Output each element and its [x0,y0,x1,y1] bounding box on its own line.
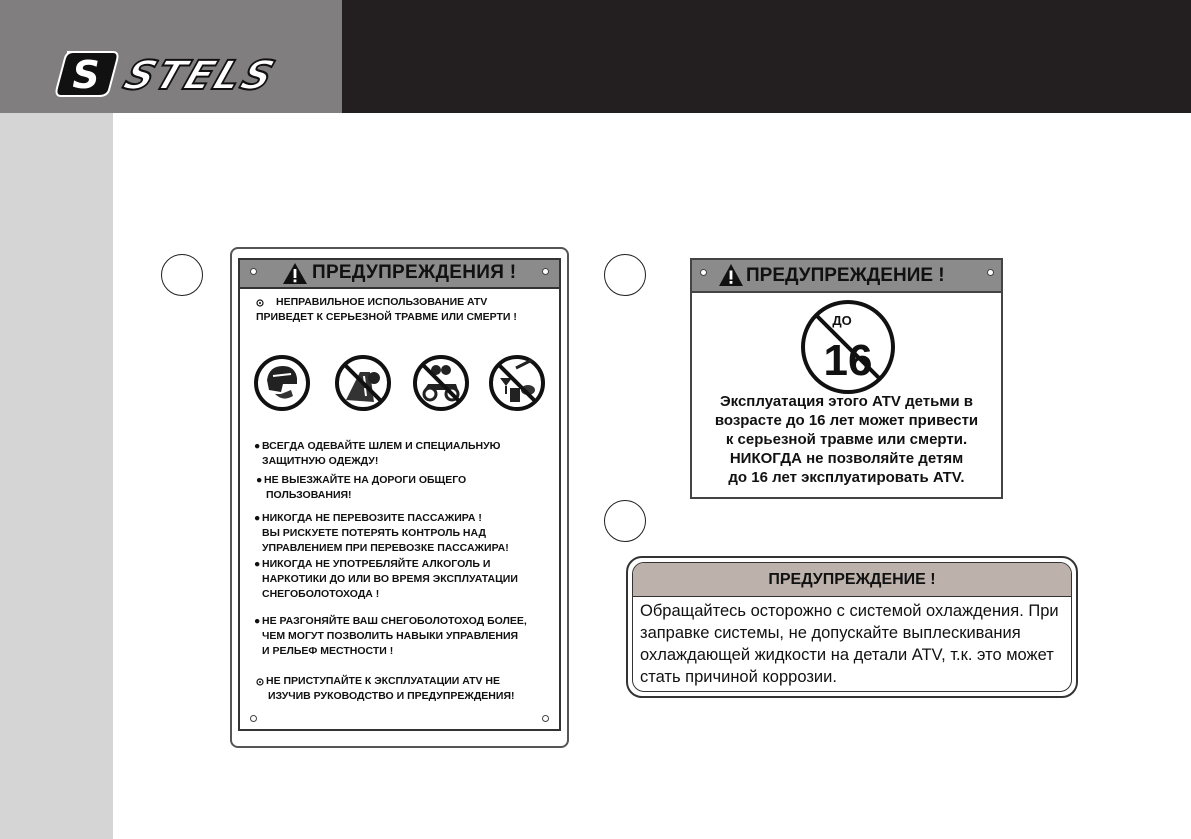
warning-label-2 [690,258,1003,499]
warning-label-1-frame [238,258,561,731]
label-1-bullet-line: ВЫ РИСКУЕТЕ ПОТЕРЯТЬ КОНТРОЛЬ НАД [262,527,486,539]
label-1-bullet-dot: ● [254,440,261,452]
logo-letter: S [72,53,100,97]
mount-hole [987,269,994,276]
label-1-bullet-line: НИКОГДА НЕ УПОТРЕБЛЯЙТЕ АЛКОГОЛЬ И [262,558,491,570]
label-1-bullet-line: НЕ ПРИСТУПАЙТЕ К ЭКСПЛУАТАЦИИ ATV НЕ [266,675,500,687]
warning-triangle-icon [718,263,744,287]
mount-hole [250,268,257,275]
label-1-bullet-line: ЧЕМ МОГУТ ПОЗВОЛИТЬ НАВЫКИ УПРАВЛЕНИЯ [262,630,519,642]
label-3-line: Обращайтесь осторожно с системой охлаждения. При [640,602,1059,620]
age-number: 16 [823,336,873,385]
label-1-title: ПРЕДУПРЕЖДЕНИЯ ! [312,262,517,283]
label-3-line: охлаждающей жидкости на детали ATV, т.к. это может [640,646,1054,664]
no-passenger-icon [412,354,470,412]
mount-hole [542,268,549,275]
target-bullet-icon [256,678,264,686]
stels-logo-icon [55,50,121,98]
label-2-line: до 16 лет эксплуатировать ATV. [728,469,965,486]
label-3-line: заправке системы, не допускайте выплескивания [640,624,1021,642]
no-under-16-icon [800,299,896,395]
warning-label-3-frame [632,562,1072,692]
target-bullet-icon [256,299,264,307]
label-1-bullet-line: И РЕЛЬЕФ МЕСТНОСТИ ! [262,645,394,657]
helmet-gear-icon [253,354,311,412]
label-2-line: НИКОГДА не позволяйте детям [729,450,964,467]
label-1-bullet-line: ИЗУЧИВ РУКОВОДСТВО И ПРЕДУПРЕЖДЕНИЯ! [268,690,515,702]
label-2-line: Эксплуатация этого ATV детьми в [719,393,974,410]
marker-circle-2 [604,254,646,296]
label-1-bullet-line: УПРАВЛЕНИЕМ ПРИ ПЕРЕВОЗКЕ ПАССАЖИРА! [262,542,509,554]
label-1-bullet-dot: ● [254,512,261,524]
label-1-bullet-line: СНЕГОБОЛОТОХОДА ! [262,588,380,600]
no-public-road-icon [334,354,392,412]
label-2-line: к серьезной травме или смерти. [725,431,968,448]
header-dark-panel [342,0,1191,113]
label-1-bullet-line: ВСЕГДА ОДЕВАЙТЕ ШЛЕМ И СПЕЦИАЛЬНУЮ [262,440,501,452]
label-1-bullet-line: НИКОГДА НЕ ПЕРЕВОЗИТЕ ПАССАЖИРА ! [262,512,482,524]
warning-label-3 [626,556,1078,698]
no-alcohol-drugs-icon [488,354,546,412]
label-1-header [240,260,559,289]
label-3-line: стать причиной коррозии. [640,668,837,686]
marker-circle-1 [161,254,203,296]
label-2-line: возрасте до 16 лет может привести [714,412,979,429]
label-2-title: ПРЕДУПРЕЖДЕНИЕ ! [746,265,945,286]
label-1-bullet-dot: ● [254,615,261,627]
label-1-bullet-line: ЗАЩИТНУЮ ОДЕЖДУ! [262,455,379,467]
label-1-bullet-line: НЕ ВЫЕЗЖАЙТЕ НА ДОРОГИ ОБЩЕГО [264,474,467,486]
mount-hole [250,715,257,722]
label-3-header [633,563,1071,597]
label-1-bullet-dot: ● [254,558,261,570]
left-sidebar-strip [0,113,113,839]
warning-label-1 [230,247,569,748]
label-3-title: ПРЕДУПРЕЖДЕНИЕ ! [768,571,936,588]
label-1-intro-line: НЕПРАВИЛЬНОЕ ИСПОЛЬЗОВАНИЕ ATV [276,296,488,308]
label-1-bullet-line: ПОЛЬЗОВАНИЯ! [266,489,352,501]
marker-circle-3 [604,500,646,542]
mount-hole [542,715,549,722]
warning-triangle-icon [282,262,308,285]
label-2-header [692,260,1001,293]
label-1-bullet-line: НАРКОТИКИ ДО ИЛИ ВО ВРЕМЯ ЭКСПЛУАТАЦИИ [262,573,518,585]
mount-hole [700,269,707,276]
label-1-bullet-dot: ● [256,474,263,486]
brand-name: STELS [117,53,283,99]
label-1-intro-line: ПРИВЕДЕТ К СЕРЬЕЗНОЙ ТРАВМЕ ИЛИ СМЕРТИ ! [256,311,517,323]
age-prefix: ДО [832,313,852,328]
label-1-bullet-line: НЕ РАЗГОНЯЙТЕ ВАШ СНЕГОБОЛОТОХОД БОЛЕЕ, [262,615,527,627]
